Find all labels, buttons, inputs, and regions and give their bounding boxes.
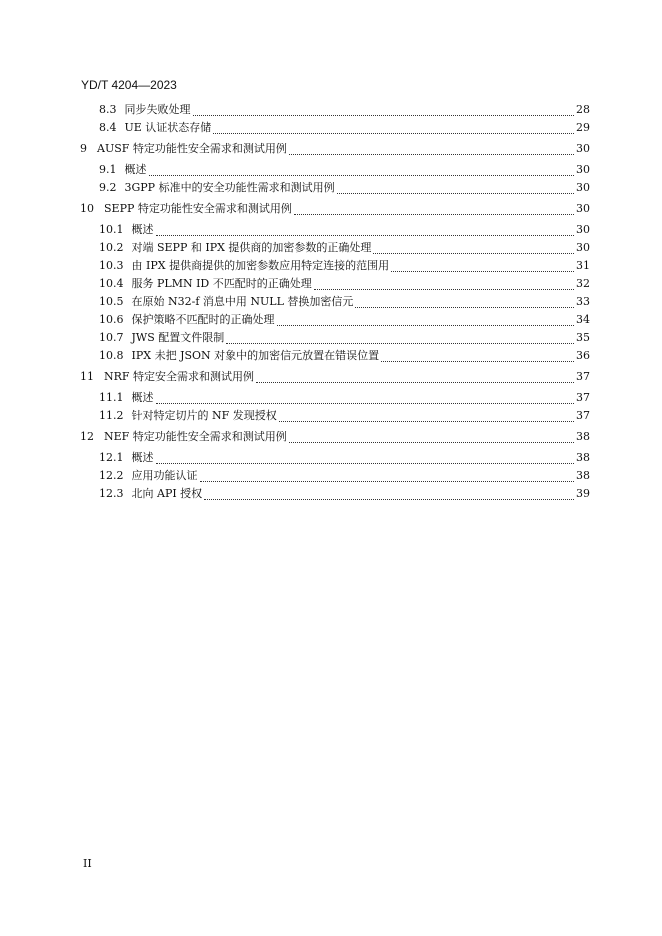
toc-leader-dots <box>226 334 574 344</box>
toc-entry[interactable] <box>80 485 590 503</box>
toc-entry[interactable] <box>80 368 590 386</box>
toc-leader-dots <box>204 490 574 500</box>
toc-entry-title: NEF 特定功能性安全需求和测试用例 <box>104 430 287 443</box>
toc-entry-page: 30 <box>576 241 590 254</box>
toc-entry[interactable] <box>80 428 590 446</box>
toc-entry-number: 11.2 <box>99 409 124 422</box>
toc-entry-page: 36 <box>576 349 590 362</box>
toc-entry-number: 8.3 <box>99 103 117 116</box>
toc-entry-title: 针对特定切片的 NF 发现授权 <box>131 409 277 422</box>
table-of-contents <box>80 101 590 503</box>
toc-entry[interactable] <box>80 449 590 467</box>
toc-entry-number: 10.3 <box>99 259 124 272</box>
toc-entry-number: 9 <box>80 142 87 155</box>
toc-entry[interactable] <box>80 293 590 311</box>
toc-entry[interactable] <box>80 140 590 158</box>
toc-entry-page: 35 <box>576 331 590 344</box>
toc-leader-dots <box>289 433 574 443</box>
toc-entry[interactable] <box>80 275 590 293</box>
toc-entry-page: 38 <box>576 451 590 464</box>
toc-entry-page: 30 <box>576 142 590 155</box>
toc-entry-title: IPX 未把 JSON 对象中的加密信元放置在错误位置 <box>131 349 380 362</box>
toc-entry-page: 30 <box>576 163 590 176</box>
toc-leader-dots <box>373 244 574 254</box>
toc-entry[interactable] <box>80 407 590 425</box>
toc-leader-dots <box>256 373 574 383</box>
toc-entry-number: 12.1 <box>99 451 124 464</box>
toc-entry-title: 概述 <box>131 223 154 236</box>
page-number: II <box>83 857 92 870</box>
toc-leader-dots <box>355 298 574 308</box>
toc-entry-page: 30 <box>576 223 590 236</box>
toc-entry[interactable] <box>80 257 590 275</box>
toc-entry-page: 32 <box>576 277 590 290</box>
toc-leader-dots <box>391 262 574 272</box>
toc-entry-page: 38 <box>576 469 590 482</box>
toc-entry[interactable] <box>80 467 590 485</box>
toc-entry-page: 31 <box>576 259 590 272</box>
toc-leader-dots <box>314 280 574 290</box>
toc-entry-page: 37 <box>576 409 590 422</box>
toc-entry[interactable] <box>80 119 590 137</box>
toc-entry-title: JWS 配置文件限制 <box>131 331 225 344</box>
toc-entry-number: 8.4 <box>99 121 117 134</box>
toc-entry-page: 30 <box>576 181 590 194</box>
toc-leader-dots <box>156 454 575 464</box>
toc-entry-title: 概述 <box>124 163 147 176</box>
toc-leader-dots <box>294 205 574 215</box>
toc-entry-title: 3GPP 标准中的安全功能性需求和测试用例 <box>124 181 335 194</box>
toc-entry-page: 28 <box>576 103 590 116</box>
toc-leader-dots <box>200 472 575 482</box>
toc-entry-number: 12 <box>80 430 94 443</box>
toc-entry-number: 10.6 <box>99 313 124 326</box>
toc-entry-title: 在原始 N32-f 消息中用 NULL 替换加密信元 <box>131 295 354 308</box>
toc-entry-page: 39 <box>576 487 590 500</box>
toc-entry[interactable] <box>80 239 590 257</box>
toc-leader-dots <box>213 124 574 134</box>
toc-entry-number: 11 <box>80 370 94 383</box>
toc-entry-title: 概述 <box>131 451 154 464</box>
toc-entry-number: 12.2 <box>99 469 124 482</box>
toc-entry-page: 30 <box>576 202 590 215</box>
toc-entry-number: 10 <box>80 202 94 215</box>
toc-entry-number: 10.5 <box>99 295 124 308</box>
toc-leader-dots <box>156 394 575 404</box>
toc-entry-page: 37 <box>576 391 590 404</box>
toc-entry-title: 概述 <box>131 391 154 404</box>
toc-entry-page: 29 <box>576 121 590 134</box>
toc-leader-dots <box>381 352 574 362</box>
toc-entry-number: 10.8 <box>99 349 124 362</box>
toc-entry-number: 10.2 <box>99 241 124 254</box>
toc-entry[interactable] <box>80 161 590 179</box>
toc-entry-number: 10.1 <box>99 223 124 236</box>
toc-leader-dots <box>156 226 575 236</box>
toc-entry[interactable] <box>80 311 590 329</box>
toc-entry-title: SEPP 特定功能性安全需求和测试用例 <box>104 202 292 215</box>
toc-entry[interactable] <box>80 329 590 347</box>
toc-leader-dots <box>337 184 574 194</box>
toc-entry-title: 同步失败处理 <box>124 103 191 116</box>
toc-leader-dots <box>277 316 575 326</box>
toc-entry-number: 10.7 <box>99 331 124 344</box>
toc-leader-dots <box>149 166 575 176</box>
toc-entry-number: 9.2 <box>99 181 117 194</box>
toc-entry-title: UE 认证状态存储 <box>124 121 212 134</box>
toc-entry-number: 11.1 <box>99 391 124 404</box>
toc-entry-title: 北向 API 授权 <box>131 487 203 500</box>
toc-entry-title: 对端 SEPP 和 IPX 提供商的加密参数的正确处理 <box>131 241 372 254</box>
toc-entry-title: AUSF 特定功能性安全需求和测试用例 <box>97 142 287 155</box>
toc-entry-title: 应用功能认证 <box>131 469 198 482</box>
toc-entry-page: 33 <box>576 295 590 308</box>
toc-entry-title: 保护策略不匹配时的正确处理 <box>131 313 275 326</box>
toc-leader-dots <box>279 412 574 422</box>
toc-entry-title: NRF 特定安全需求和测试用例 <box>104 370 255 383</box>
toc-entry[interactable] <box>80 200 590 218</box>
toc-entry-number: 10.4 <box>99 277 124 290</box>
toc-entry[interactable] <box>80 347 590 365</box>
toc-entry[interactable] <box>80 101 590 119</box>
toc-entry[interactable] <box>80 221 590 239</box>
toc-entry[interactable] <box>80 179 590 197</box>
document-code: YD/T 4204—2023 <box>81 78 177 92</box>
toc-entry-page: 37 <box>576 370 590 383</box>
toc-entry-title: 由 IPX 提供商提供的加密参数应用特定连接的范围用 <box>131 259 390 272</box>
toc-entry-title: 服务 PLMN ID 不匹配时的正确处理 <box>131 277 312 290</box>
toc-leader-dots <box>289 145 574 155</box>
toc-leader-dots <box>193 106 575 116</box>
toc-entry-page: 34 <box>576 313 590 326</box>
toc-entry-number: 9.1 <box>99 163 117 176</box>
toc-entry[interactable] <box>80 389 590 407</box>
toc-entry-page: 38 <box>576 430 590 443</box>
toc-entry-number: 12.3 <box>99 487 124 500</box>
